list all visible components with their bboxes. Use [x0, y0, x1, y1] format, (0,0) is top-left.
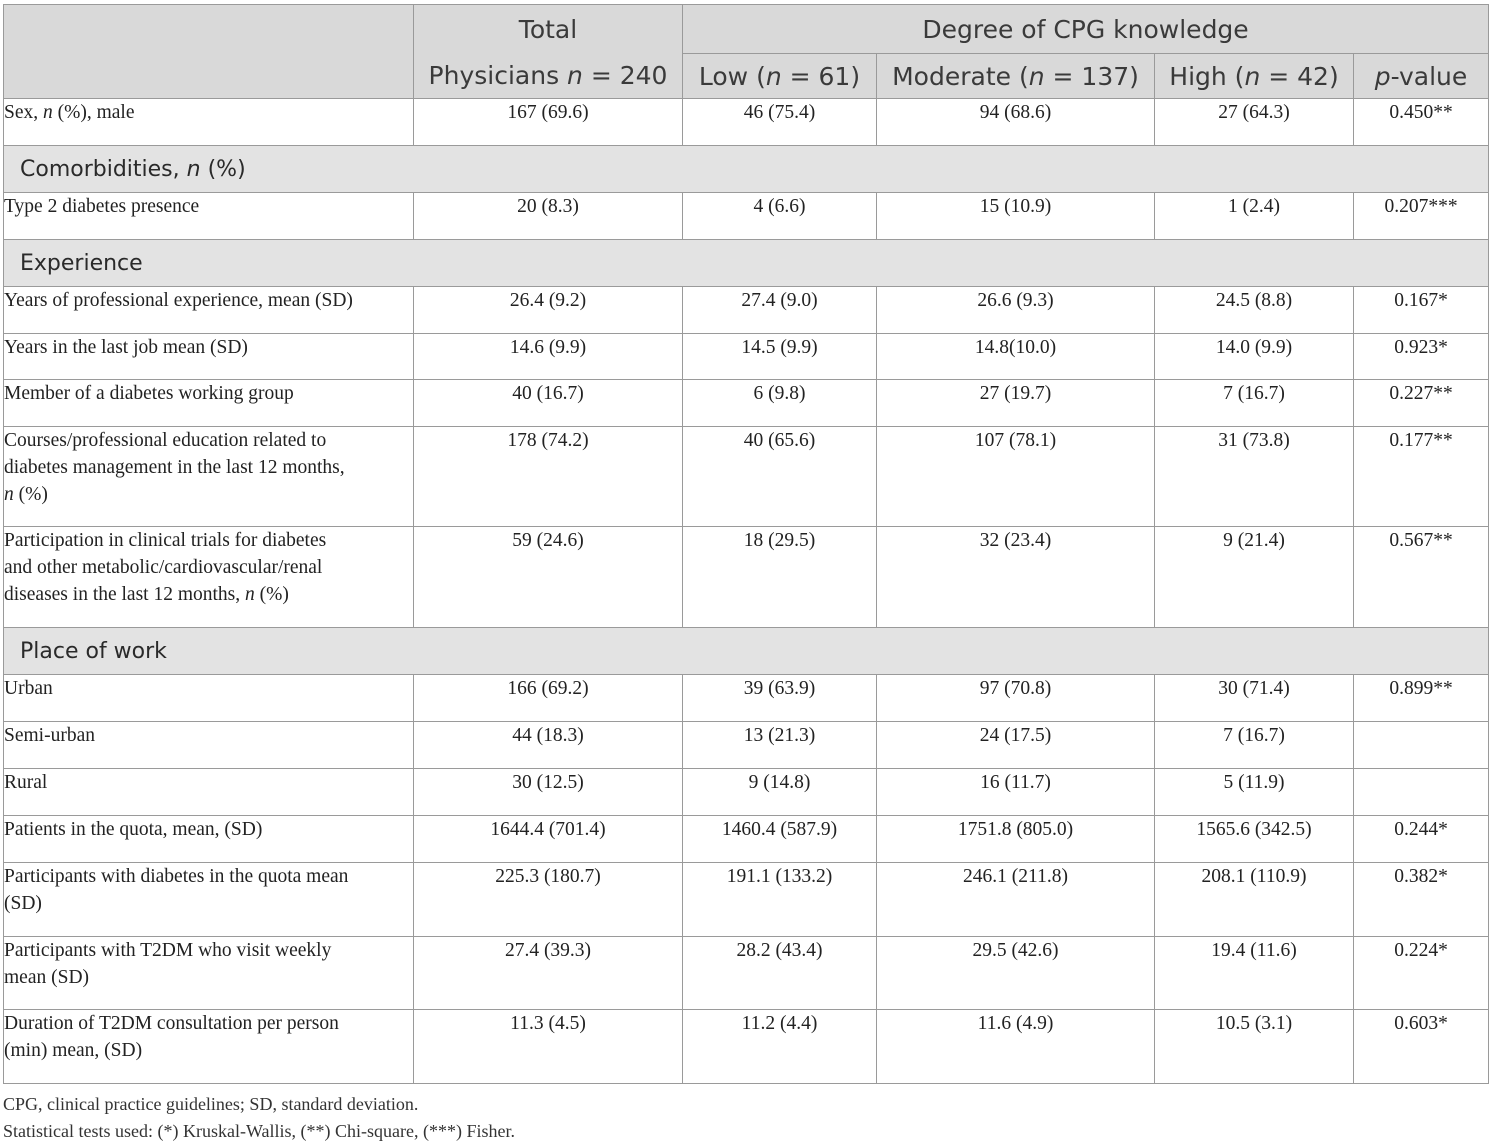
- row-label: Rural: [4, 769, 414, 816]
- header-group-title: Degree of CPG knowledge: [683, 5, 1489, 54]
- cell-low: 46 (75.4): [683, 99, 877, 146]
- cell-high: 24.5 (8.8): [1155, 287, 1354, 334]
- label-line: n: [4, 484, 14, 505]
- cell-low: 39 (63.9): [683, 675, 877, 722]
- cell-high: 7 (16.7): [1155, 722, 1354, 769]
- row-label: [4, 937, 414, 1010]
- cell-moderate: 16 (11.7): [877, 769, 1155, 816]
- cell-total: 26.4 (9.2): [414, 287, 683, 334]
- cell-moderate: 11.6 (4.9): [877, 1010, 1155, 1084]
- table-row: [4, 380, 1489, 427]
- header-pvalue: p-value: [1354, 54, 1489, 99]
- cell-pvalue: 0.899**: [1354, 675, 1489, 722]
- cell-total: 167 (69.6): [414, 99, 683, 146]
- cell-total: 44 (18.3): [414, 722, 683, 769]
- cell-high: 1 (2.4): [1155, 193, 1354, 240]
- label-line: (min) mean, (SD): [4, 1040, 143, 1061]
- cell-pvalue: 0.603*: [1354, 1010, 1489, 1084]
- cell-low: 13 (21.3): [683, 722, 877, 769]
- header-physicians: [414, 54, 683, 99]
- table-row: [4, 99, 1489, 146]
- cell-low: 27.4 (9.0): [683, 287, 877, 334]
- cell-low: 6 (9.8): [683, 380, 877, 427]
- cell-moderate: 26.6 (9.3): [877, 287, 1155, 334]
- cell-moderate: 32 (23.4): [877, 527, 1155, 628]
- table-row: [4, 816, 1489, 863]
- table-row: [4, 527, 1489, 628]
- cell-moderate: 27 (19.7): [877, 380, 1155, 427]
- cell-pvalue: 0.923*: [1354, 334, 1489, 380]
- cell-pvalue: 0.227**: [1354, 380, 1489, 427]
- cell-low: 4 (6.6): [683, 193, 877, 240]
- table-row: [4, 722, 1489, 769]
- cell-moderate: 107 (78.1): [877, 427, 1155, 527]
- cell-pvalue: 0.567**: [1354, 527, 1489, 628]
- table-row: [4, 675, 1489, 722]
- cell-pvalue: 0.177**: [1354, 427, 1489, 527]
- cell-pvalue: 0.244*: [1354, 816, 1489, 863]
- header-moderate: Moderate (n = 137): [877, 54, 1155, 99]
- cell-high: 31 (73.8): [1155, 427, 1354, 527]
- cell-high: 30 (71.4): [1155, 675, 1354, 722]
- table-row: [4, 769, 1489, 816]
- cell-high: 14.0 (9.9): [1155, 334, 1354, 380]
- footnote-tests: Statistical tests used: (*) Kruskal-Wallis, (**) Chi-square, (***) Fisher.: [3, 1121, 515, 1141]
- cell-high: 10.5 (3.1): [1155, 1010, 1354, 1084]
- row-label: Sex, n (%), male: [4, 99, 414, 146]
- cell-high: 19.4 (11.6): [1155, 937, 1354, 1010]
- cell-total: 30 (12.5): [414, 769, 683, 816]
- section-row: [4, 240, 1489, 287]
- cell-low: 40 (65.6): [683, 427, 877, 527]
- cell-total: 40 (16.7): [414, 380, 683, 427]
- cell-pvalue: 0.382*: [1354, 863, 1489, 937]
- physicians-prefix: Physicians n = 240: [428, 61, 668, 91]
- cell-low: 9 (14.8): [683, 769, 877, 816]
- section-row: [4, 146, 1489, 193]
- cell-high: 7 (16.7): [1155, 380, 1354, 427]
- cell-total: 1644.4 (701.4): [414, 816, 683, 863]
- table-row: [4, 1010, 1489, 1084]
- label-line: Participation in clinical trials for diabetes: [4, 530, 327, 551]
- label-line: diabetes management in the last 12 months,: [4, 457, 345, 478]
- row-label: Years of professional experience, mean (SD): [4, 287, 414, 334]
- cell-total: 178 (74.2): [414, 427, 683, 527]
- header-total: Total: [414, 5, 683, 54]
- label-line: Duration of T2DM consultation per person: [4, 1013, 339, 1034]
- cell-total: 59 (24.6): [414, 527, 683, 628]
- cell-total: 11.3 (4.5): [414, 1010, 683, 1084]
- data-table: [3, 4, 1489, 1084]
- cell-pvalue: 0.167*: [1354, 287, 1489, 334]
- label-line: and other metabolic/cardiovascular/renal: [4, 557, 323, 578]
- table-row: [4, 193, 1489, 240]
- header-low: Low (n = 61): [683, 54, 877, 99]
- cell-moderate: 97 (70.8): [877, 675, 1155, 722]
- cell-moderate: 246.1 (211.8): [877, 863, 1155, 937]
- row-label: Type 2 diabetes presence: [4, 193, 414, 240]
- row-label: [4, 1010, 414, 1084]
- cell-moderate: 15 (10.9): [877, 193, 1155, 240]
- row-label: Semi-urban: [4, 722, 414, 769]
- cell-low: 14.5 (9.9): [683, 334, 877, 380]
- label-line: Courses/professional education related to: [4, 430, 327, 451]
- cell-total: 225.3 (180.7): [414, 863, 683, 937]
- cell-total: 27.4 (39.3): [414, 937, 683, 1010]
- row-label: Years in the last job mean (SD): [4, 334, 414, 380]
- table-row: [4, 863, 1489, 937]
- cell-moderate: 14.8(10.0): [877, 334, 1155, 380]
- cell-high: 9 (21.4): [1155, 527, 1354, 628]
- table-row: [4, 334, 1489, 380]
- cell-high: 208.1 (110.9): [1155, 863, 1354, 937]
- row-label: Urban: [4, 675, 414, 722]
- row-label: [4, 527, 414, 628]
- section-comorbidities: Comorbidities, n (%): [4, 146, 1489, 193]
- cell-high: 5 (11.9): [1155, 769, 1354, 816]
- label-line: mean (SD): [4, 967, 90, 988]
- header-blank-cell: [4, 5, 414, 54]
- cell-low: 28.2 (43.4): [683, 937, 877, 1010]
- cell-moderate: 24 (17.5): [877, 722, 1155, 769]
- cell-moderate: 1751.8 (805.0): [877, 816, 1155, 863]
- cell-total: 166 (69.2): [414, 675, 683, 722]
- cell-pvalue: 0.224*: [1354, 937, 1489, 1010]
- table-row: [4, 427, 1489, 527]
- cell-low: 1460.4 (587.9): [683, 816, 877, 863]
- label-line: diseases in the last 12 months, n (%): [4, 584, 289, 605]
- header-high: High (n = 42): [1155, 54, 1354, 99]
- document: [3, 4, 1488, 1145]
- cell-low: 11.2 (4.4): [683, 1010, 877, 1084]
- section-row: [4, 628, 1489, 675]
- cell-high: 1565.6 (342.5): [1155, 816, 1354, 863]
- cell-moderate: 29.5 (42.6): [877, 937, 1155, 1010]
- table-row: [4, 937, 1489, 1010]
- cell-pvalue: 0.450**: [1354, 99, 1489, 146]
- row-label: Courses/professional education related to diabetes management in the last 12 months, n (%): [4, 427, 414, 527]
- table-row: [4, 287, 1489, 334]
- row-label: Patients in the quota, mean, (SD): [4, 816, 414, 863]
- cell-total: 14.6 (9.9): [414, 334, 683, 380]
- section-experience: Experience: [4, 240, 1489, 287]
- cell-moderate: 94 (68.6): [877, 99, 1155, 146]
- row-label: Member of a diabetes working group: [4, 380, 414, 427]
- cell-pvalue: [1354, 722, 1489, 769]
- cell-pvalue: [1354, 769, 1489, 816]
- cell-low: 18 (29.5): [683, 527, 877, 628]
- footnote-abbreviations: CPG, clinical practice guidelines; SD, standard deviation.: [3, 1094, 419, 1114]
- cell-pvalue: 0.207***: [1354, 193, 1489, 240]
- cell-total: 20 (8.3): [414, 193, 683, 240]
- label-line: (SD): [4, 893, 42, 914]
- cell-high: 27 (64.3): [1155, 99, 1354, 146]
- section-place-of-work: Place of work: [4, 628, 1489, 675]
- header-blank-cell-2: [4, 54, 414, 99]
- label-line: Participants with diabetes in the quota mean: [4, 866, 349, 887]
- cell-low: 191.1 (133.2): [683, 863, 877, 937]
- label-line: Participants with T2DM who visit weekly: [4, 940, 332, 961]
- row-label: [4, 863, 414, 937]
